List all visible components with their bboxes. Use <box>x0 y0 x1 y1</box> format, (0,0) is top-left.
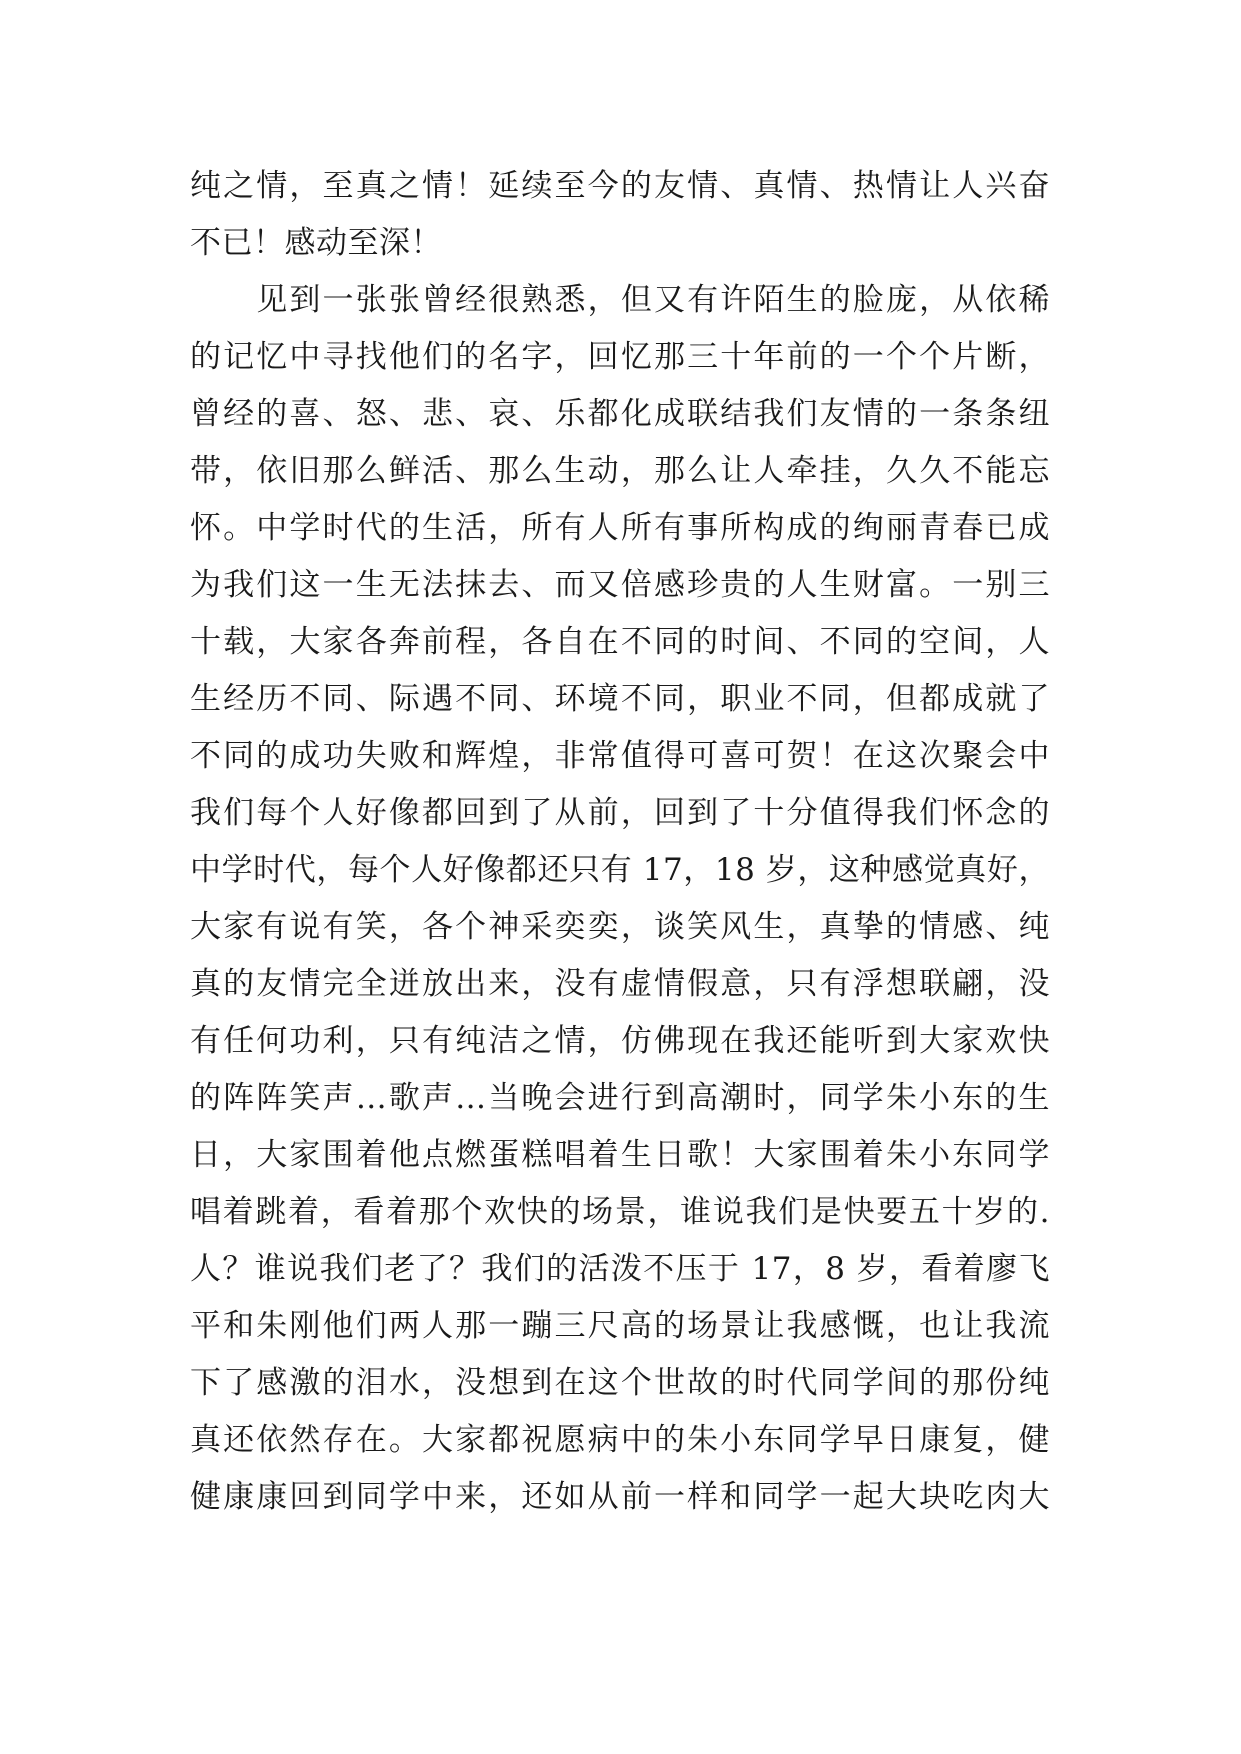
text-line: 生经历不同、际遇不同、环境不同，职业不同，但都成就了 <box>190 681 1050 717</box>
text-line: 中学时代，每个人好像都还只有 17，18 岁，这种感觉真好， <box>190 852 1050 888</box>
text-line: 健康康回到同学中来，还如从前一样和同学一起大块吃肉大 <box>190 1479 1050 1515</box>
text-line: 见到一张张曾经很熟悉，但又有许陌生的脸庞，从依稀 <box>190 282 1050 318</box>
text-line: 人？谁说我们老了？我们的活泼不压于 17，8 岁，看着廖飞 <box>190 1251 1050 1287</box>
text-line: 不已！感动至深！ <box>190 225 442 261</box>
text-line: 大家有说有笑，各个神采奕奕，谈笑风生，真挚的情感、纯 <box>190 909 1050 945</box>
body-text <box>190 158 1050 1526</box>
text-line: 我们每个人好像都回到了从前，回到了十分值得我们怀念的 <box>190 795 1050 831</box>
text-line: 的记忆中寻找他们的名字，回忆那三十年前的一个个片断， <box>190 339 1050 375</box>
text-line: 为我们这一生无法抹去、而又倍感珍贵的人生财富。一别三 <box>190 567 1050 603</box>
text-line: 下了感激的泪水，没想到在这个世故的时代同学间的那份纯 <box>190 1365 1050 1401</box>
text-line: 曾经的喜、怒、悲、哀、乐都化成联结我们友情的一条条纽 <box>190 396 1050 432</box>
text-line: 真的友情完全迸放出来，没有虚情假意，只有浮想联翩，没 <box>190 966 1050 1002</box>
text-line: 带，依旧那么鲜活、那么生动，那么让人牵挂，久久不能忘 <box>190 453 1050 489</box>
text-line: 怀。中学时代的生活，所有人所有事所构成的绚丽青春已成 <box>190 510 1050 546</box>
text-line: 日，大家围着他点燃蛋糕唱着生日歌！大家围着朱小东同学 <box>190 1137 1050 1173</box>
text-line: 十载，大家各奔前程，各自在不同的时间、不同的空间，人 <box>190 624 1050 660</box>
text-line: 有任何功利，只有纯洁之情，仿佛现在我还能听到大家欢快 <box>190 1023 1050 1059</box>
text-line: 不同的成功失败和辉煌，非常值得可喜可贺！在这次聚会中 <box>190 738 1050 774</box>
text-line: 平和朱刚他们两人那一蹦三尺高的场景让我感慨，也让我流 <box>190 1308 1050 1344</box>
text-line: 唱着跳着，看着那个欢快的场景，谁说我们是快要五十岁的. <box>190 1194 1050 1230</box>
text-line: 真还依然存在。大家都祝愿病中的朱小东同学早日康复，健 <box>190 1422 1050 1458</box>
text-line: 的阵阵笑声…歌声…当晚会进行到高潮时，同学朱小东的生 <box>190 1080 1050 1116</box>
text-line: 纯之情，至真之情！延续至今的友情、真情、热情让人兴奋 <box>190 168 1050 204</box>
